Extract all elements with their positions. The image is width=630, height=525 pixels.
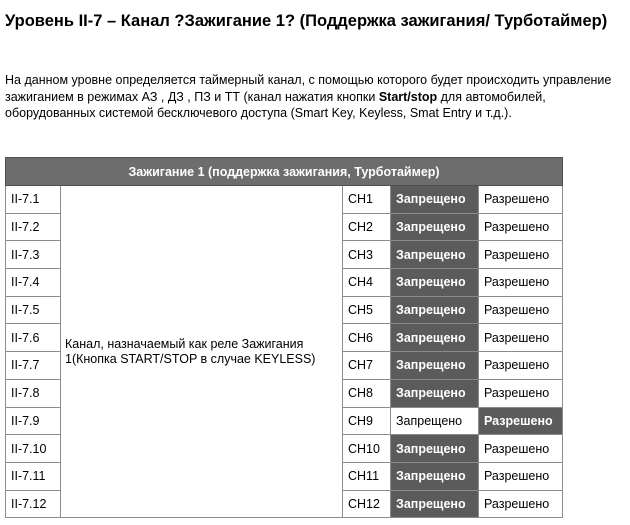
table-header-row [6,158,563,186]
intro-text-part2: для автомобилей, оборудованных системой бесключевого доступа (Smart Key, Keyless, Smat Entry и т.д.). [5,89,546,120]
option-forbidden[interactable]: Запрещено [391,186,479,214]
option-forbidden[interactable]: Запрещено [391,296,479,324]
option-allowed[interactable]: Разрешено [479,324,563,352]
option-forbidden[interactable]: Запрещено [391,462,479,490]
table-body [6,186,563,518]
option-forbidden[interactable]: Запрещено [391,435,479,463]
option-allowed[interactable]: Разрешено [479,462,563,490]
row-code: II-7.8 [6,379,61,407]
row-channel: CH5 [343,296,391,324]
channel-description: Канал, назначаемый как реле Зажигания 1(Кнопка START/STOP в случае KEYLESS) [61,186,343,518]
row-code: II-7.5 [6,296,61,324]
row-channel: CH10 [343,435,391,463]
option-allowed[interactable]: Разрешено [479,269,563,297]
option-forbidden[interactable]: Запрещено [391,379,479,407]
option-forbidden[interactable]: Запрещено [391,407,479,435]
row-channel: CH11 [343,462,391,490]
option-forbidden[interactable]: Запрещено [391,324,479,352]
option-allowed[interactable]: Разрешено [479,490,563,518]
row-channel: CH1 [343,186,391,214]
row-code: II-7.10 [6,435,61,463]
row-code: II-7.6 [6,324,61,352]
option-allowed[interactable]: Разрешено [479,379,563,407]
row-code: II-7.12 [6,490,61,518]
row-code: II-7.4 [6,269,61,297]
option-allowed[interactable]: Разрешено [479,186,563,214]
option-forbidden[interactable]: Запрещено [391,213,479,241]
option-allowed[interactable]: Разрешено [479,241,563,269]
option-allowed[interactable]: Разрешено [479,435,563,463]
table-row [6,186,563,214]
row-code: II-7.9 [6,407,61,435]
option-allowed[interactable]: Разрешено [479,296,563,324]
row-code: II-7.2 [6,213,61,241]
intro-start-stop-bold: Start/stop [378,89,438,104]
row-code: II-7.3 [6,241,61,269]
row-channel: CH4 [343,269,391,297]
row-channel: CH8 [343,379,391,407]
row-channel: CH6 [343,324,391,352]
ignition-settings-table [5,157,563,518]
option-forbidden[interactable]: Запрещено [391,490,479,518]
row-channel: CH9 [343,407,391,435]
option-allowed[interactable]: Разрешено [479,352,563,380]
row-channel: CH3 [343,241,391,269]
option-allowed[interactable]: Разрешено [479,407,563,435]
row-code: II-7.11 [6,462,61,490]
row-code: II-7.7 [6,352,61,380]
option-forbidden[interactable]: Запрещено [391,352,479,380]
option-forbidden[interactable]: Запрещено [391,269,479,297]
table-title: Зажигание 1 (поддержка зажигания, Турботаймер) [6,158,563,186]
option-forbidden[interactable]: Запрещено [391,241,479,269]
row-channel: CH12 [343,490,391,518]
row-channel: CH7 [343,352,391,380]
row-channel: CH2 [343,213,391,241]
intro-paragraph [5,72,620,122]
intro-text-part1: На данном уровне определяется таймерный канал, с помощью которого будет происходить управление зажиганием в режимах АЗ , ДЗ , ПЗ и ТТ (канал нажатия кнопки [5,73,612,104]
page-title: Уровень II-7 – Канал ?Зажигание 1? (Поддержка зажигания/ Турботаймер) [5,12,608,30]
option-allowed[interactable]: Разрешено [479,213,563,241]
row-code: II-7.1 [6,186,61,214]
